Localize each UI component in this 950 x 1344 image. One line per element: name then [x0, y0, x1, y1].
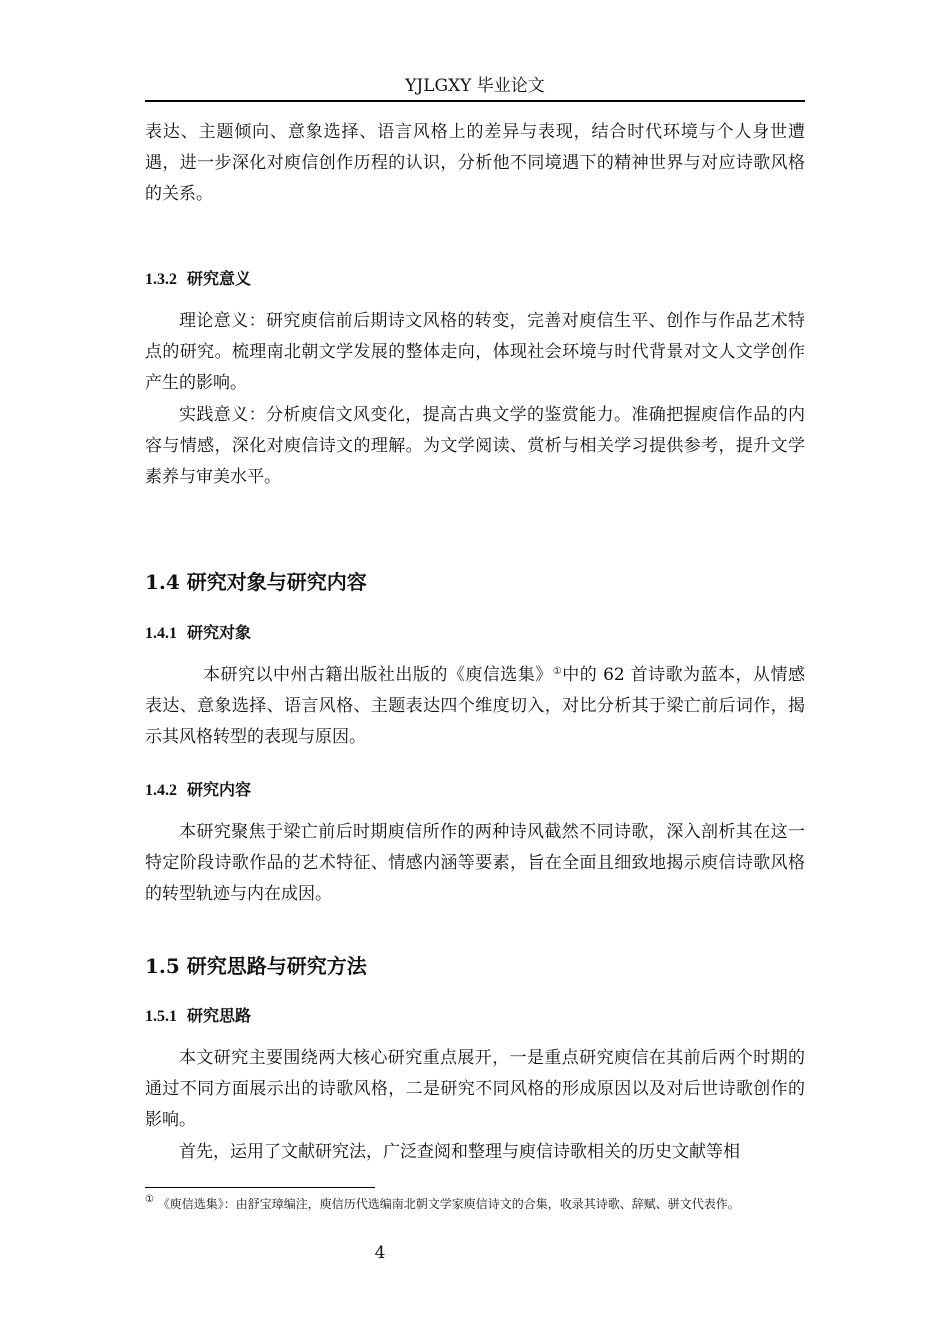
- footnote-reference[interactable]: ①: [552, 666, 563, 677]
- section-title: 研究思路: [187, 1006, 252, 1025]
- section-heading-1-4: 1.4 研究对象与研究内容: [145, 570, 367, 594]
- research-object-paragraph: [145, 660, 805, 753]
- footnote-divider: [145, 1187, 375, 1188]
- running-header: YJLGXY 毕业论文: [405, 76, 545, 96]
- section-number: 1.3.2: [145, 271, 177, 288]
- footnote-mark: ①: [145, 1194, 154, 1205]
- section-heading-1-3-2: [145, 268, 251, 291]
- footnote: [145, 1195, 805, 1214]
- section-number: 1.4.1: [145, 625, 177, 642]
- theory-significance-paragraph: 理论意义：研究庾信前后期诗文风格的转变，完善对庾信生平、创作与作品艺术特点的研究。梳理南北朝文学发展的整体走向，体现社会环境与时代背景对文人文学创作产生的影响。: [145, 311, 805, 393]
- section-heading-1-5-1: [145, 1005, 251, 1028]
- section-number: 1.5.1: [145, 1008, 177, 1025]
- object-text-part2: 中的 62 首诗歌为蓝本，从情感表达、意象选择、语言风格、主题表达四个维度切入，对比分析其于梁亡前后词作，揭示其风格转型的表现与原因。: [145, 665, 805, 747]
- section-heading-1-4-1: [145, 622, 251, 645]
- page-number: 4: [374, 1243, 386, 1263]
- research-thinking-paragraph: 本文研究主要围绕两大核心研究重点展开，一是重点研究庾信在其前后两个时期的通过不同方面展示出的诗歌风格，二是研究不同风格的形成原因以及对后世诗歌创作的影响。: [145, 1048, 805, 1130]
- research-method-paragraph: 首先，运用了文献研究法，广泛查阅和整理与庾信诗歌相关的历史文献等相: [179, 1142, 740, 1162]
- section-heading-1-5: 1.5 研究思路与研究方法: [145, 954, 367, 978]
- section-number: 1.4.2: [145, 782, 177, 799]
- intro-paragraph: 表达、主题倾向、意象选择、语言风格上的差异与表现，结合时代环境与个人身世遭遇，进一步深化对庾信创作历程的认识，分析他不同境遇下的精神世界与对应诗歌风格的关系。: [145, 122, 805, 204]
- practice-significance-paragraph: 实践意义：分析庾信文风变化，提高古典文学的鉴赏能力。准确把握庾信作品的内容与情感，深化对庾信诗文的理解。为文学阅读、赏析与相关学习提供参考，提升文学素养与审美水平。: [145, 405, 805, 487]
- research-content-paragraph: 本研究聚焦于梁亡前后时期庾信所作的两种诗风截然不同诗歌，深入剖析其在这一特定阶段诗歌作品的艺术特征、情感内涵等要素，旨在全面且细致地揭示庾信诗歌风格的转型轨迹与内在成因。: [145, 822, 805, 904]
- object-text-part1: 本研究以中州古籍出版社出版的《庾信选集》: [203, 665, 553, 685]
- section-title: 研究对象: [187, 623, 252, 642]
- section-heading-1-4-2: [145, 779, 251, 802]
- section-title: 研究内容: [187, 780, 252, 799]
- header-divider: [145, 100, 805, 102]
- section-title: 研究意义: [187, 269, 252, 288]
- footnote-text: 《庾信选集》：由舒宝璋编注，庾信历代选编南北朝文学家庾信诗文的合集，收录其诗歌、辞赋、骈文代表作。: [157, 1197, 740, 1211]
